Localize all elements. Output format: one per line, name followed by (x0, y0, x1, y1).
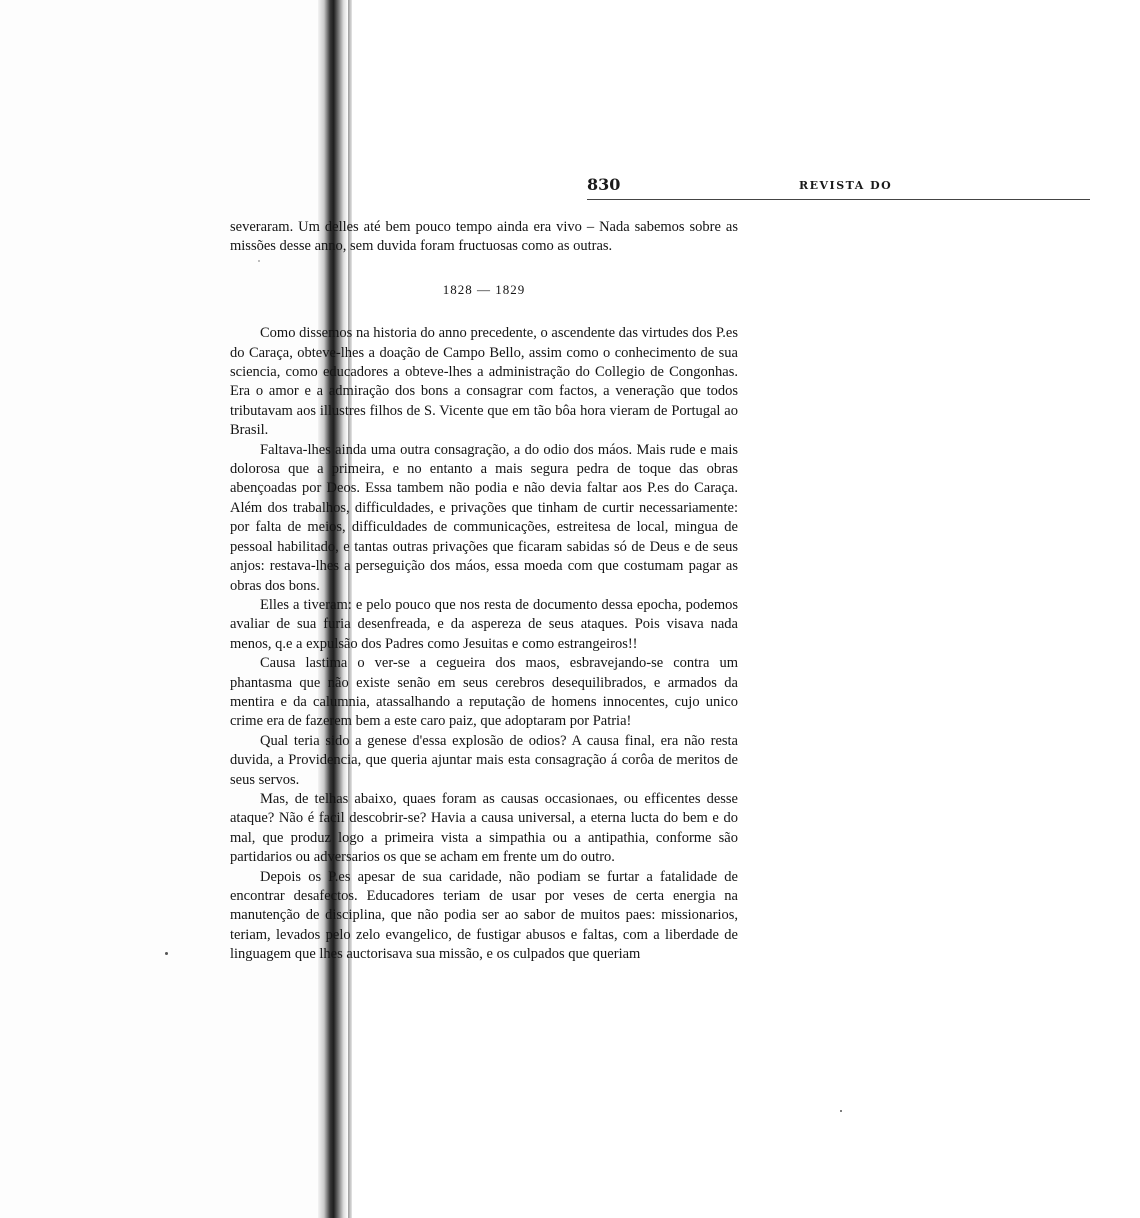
scan-speck (165, 952, 168, 955)
header-rule (587, 199, 1090, 200)
section-heading: 1828 — 1829 (442, 281, 526, 297)
page-number: 830 (587, 175, 621, 194)
running-head (587, 175, 1090, 199)
intro-paragraph: severaram. Um delles até bem pouco tempo ainda era vivo – Nada sabemos sobre as missões desse anno, sem duvida foram fructuosas como as outras. (230, 219, 738, 255)
paragraph: Qual teria sido a genese d'essa explosão de odios? A causa final, era não resta duvida, a Providencia, que queria ajuntar mais esta consagração á corôa de meritos de seus servos. (230, 732, 738, 788)
paragraph: Causa lastima o ver-se a cegueira dos maos, esbravejando-se contra um phantasma que não existe senão em seus cerebros desequilibrados, e armados da mentira e da calumnia, atassalhando a reputação de homens innocentes, cujo unico crime era de fazerem bem a este caro paiz, que adoptaram por Patria! (230, 655, 738, 730)
body-text (230, 218, 738, 965)
paragraph: Faltava-lhes ainda uma outra consagração, a do odio dos máos. Mais rude e mais dolorosa que a primeira, e no entanto a mais segura pedra de toque das obras abençoadas por Deos. Essa tambem não podia e não devia faltar aos P.es do Caraça. Além dos trabalhos, difficuldades, e privações que tinham de curtir necessariamente: por falta de meios, difficuldades de communicações, estreitesa de local, mingua de pessoal habilitado, e tantas outras privações que ficaram sabidas só de Deus e de seus anjos: restava-lhes a perseguição dos máos, essa moeda com que costumam pagar as obras dos bons. (230, 441, 738, 594)
paragraph: Como dissemos na historia do anno precedente, o ascendente das virtudes dos P.es do Caraça, obteve-lhes a doação de Campo Bello, assim como o conhecimento de sua sciencia, como educadores a obteve-lhes a administração do Collegio de Congonhas. Era o amor e a admiração dos bons a consagrar com factos, a veneração que todos tributavam aos illustres filhos de S. Vicente que em tão bôa hora vieram de Portugal ao Brasil. (230, 325, 738, 439)
running-title: REVISTA DO (799, 179, 893, 192)
paragraph: Mas, de telhas abaixo, quaes foram as causas occasionaes, ou efficentes desse ataque? Não é facil descobrir-se? Havia a causa universal, a eterna lucta do bem e do mal, que produz logo a primeira vista a simpathia ou a antipathia, conforme são partidarios ou adversarios os que se acham em frente um do outro. (230, 790, 738, 866)
paragraph: Elles a tiveram: e pelo pouco que nos resta de documento dessa epocha, podemos avaliar de sua furia desenfreada, e da asperezа de seus ataques. Pois visava nada menos, q.e a expulsão dos Padres como Jesuitas e como estrangeiros!! (230, 596, 738, 652)
paragraph: Depois os P.es apesar de sua caridade, não podiam se furtar a fatalidade de encontrar desafectos. Educadores teriam de usar por veses de certa energia na manutenção de disciplina, que não podia ser ao sabor de muitos paes: missionarios, teriam, levados pelo zelo evangelico, de fustigar abusos e faltas, com a liberdade de linguagem que lhes auctorisava sua missão, e os culpados que queriam (230, 868, 738, 963)
